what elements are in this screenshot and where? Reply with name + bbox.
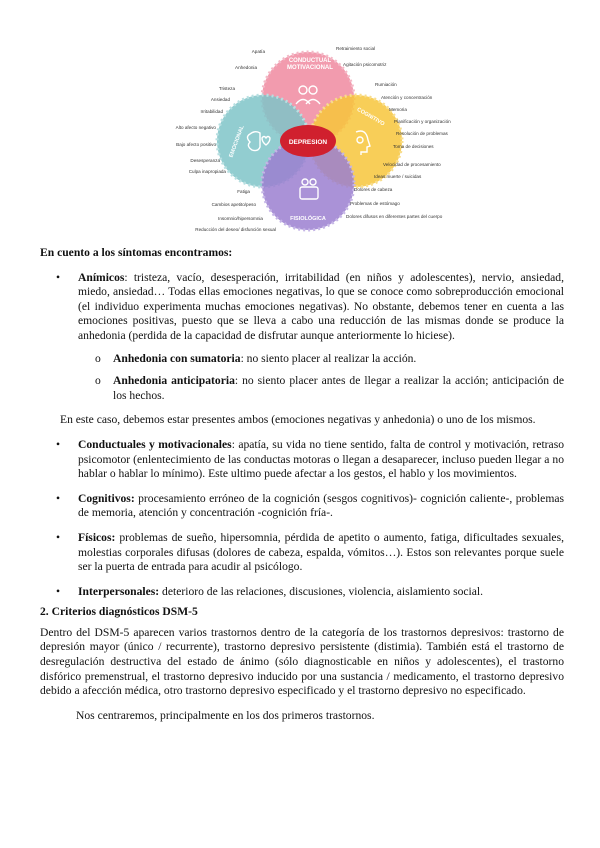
label-cambios-apetito: Cambios apetito/peso (211, 202, 256, 207)
sub-bullet-symbol: o (95, 351, 101, 365)
label-apatia: Apatía (251, 49, 265, 54)
between-paragraph: En este caso, debemos estar presentes ambos (emociones negativas y anhedonia) o uno de los mismos. (60, 413, 536, 427)
label-velocidad: Velocidad de procesamiento (383, 162, 441, 167)
bullet-animicos-text: : tristeza, vacío, desesperación, irritabilidad (en niños y adolescentes), nervio, ansiedad, miedo, ansiedad… Todas ellas emociones negativas, lo que se conoce como sobreproducción emocional (el individuo experimenta muchas emociones negativas). No obstante, debemos tener en cuenta a las emociones positivas, puesto que se lleva a cabo una reducción de las mismas donde se produce la anhedonia (perdida de la capacidad de disfrutar aunque anteriormente lo hiciese). (78, 270, 564, 342)
section-heading: En cuento a los síntomas encontramos: (40, 246, 233, 259)
sub-bullet-anhedonia-consumatoria (40, 352, 564, 367)
label-rumiacion: Rumiación (375, 82, 397, 87)
label-tristeza: Tristeza (218, 86, 235, 91)
sub-bullet-symbol: o (95, 374, 101, 388)
bullet-cognitivos-title: Cognitivos: (78, 491, 135, 505)
bullet-symbol: • (56, 437, 61, 451)
label-fatiga: Fatiga (237, 189, 250, 194)
label-ideas-muerte: Ideas muerte / suicidas (374, 174, 422, 179)
emocional-title: EMOCIONAL (228, 124, 246, 159)
label-estomago: Problemas de estómago (350, 201, 400, 206)
label-anhedonia: Anhedonia (235, 65, 257, 70)
bullet-conductuales-title: Conductuales y motivacionales (78, 437, 232, 451)
depression-symptom-diagram (160, 38, 500, 248)
fisiologico-title: FISIOLÓGICA (290, 216, 326, 222)
section2-paragraph-2: Nos centraremos, principalmente en los dos primeros trastornos. (76, 708, 375, 722)
bullet-fisicos-text: problemas de sueño, hipersomnia, pérdida de apetito o aumento, fatiga, dificultades sexuales, molestias corporales difusas (dolores de cabeza, espalda, vómitos…). Estos son relevantes porque suele ser la puerta de entrada para acudir al psicólogo. (78, 530, 564, 574)
cognitivo-title: COGNITIVO (355, 106, 386, 128)
label-alto-afecto: Alto afecto negativo (175, 125, 216, 130)
bullet-interpersonales-text: deterioro de las relaciones, discusiones, violencia, aislamiento social. (159, 584, 484, 598)
bullet-cognitivos (40, 492, 564, 521)
bullet-interpersonales-title: Interpersonales: (78, 584, 160, 598)
label-resolucion: Resolución de problemas (396, 131, 448, 136)
bullet-interpersonales (40, 585, 564, 600)
section2-heading: 2. Criterios diagnósticos DSM-5 (40, 605, 198, 619)
bullet-fisicos-title: Físicos: (78, 530, 116, 544)
label-atencion: Atención y concentración (381, 95, 433, 100)
bullet-symbol: • (56, 530, 61, 544)
label-culpa: Culpa inapropiada (188, 169, 226, 174)
sub2-title: Anhedonia anticipatoria (113, 374, 235, 388)
label-deseo-sexual: Reducción del deseo/ disfunción sexual (195, 227, 276, 232)
label-agitacion: Agitación psicomotriz (343, 62, 387, 67)
label-dolores-difusos: Dolores difusos en diferentes partes del cuerpo (346, 214, 443, 219)
section2-paragraph-1: Dentro del DSM-5 aparecen varios trastornos dentro de la categoría de los trastornos depresivos: trastorno de depresión mayor (único / recurrente), trastorno depresivo persistente (distimia). También está el trastorno de desregulación destructiva del estado de ánimo (sólo diagnosticable en niños y adolescentes), el trastorno disfórico premenstrual, el trastorno depresivo inducido por una sustancia / medicamento, el trastorno depresivo debido a afección médica, otro trastorno depresivo especificado y el trastorno depresivo no especificado. (40, 625, 564, 698)
label-desesperanza: Desesperanza (190, 158, 220, 163)
bullet-symbol: • (56, 270, 61, 284)
sub1-title: Anhedonia con sumatoria (113, 351, 241, 365)
bullet-symbol: • (56, 584, 61, 598)
label-bajo-afecto: Bajo afecto positivo (176, 142, 216, 147)
sub2-text: : no siento placer antes de llegar a realizar la acción; anticipación de los hechos. (113, 374, 564, 402)
label-irritabilidad: Irritabilidad (200, 109, 223, 114)
label-planificacion: Planificación y organización (394, 119, 451, 124)
conductual-title-2: MOTIVACIONAL (287, 65, 333, 71)
label-retraimiento: Retraimiento social (336, 46, 376, 51)
label-ansiedad: Ansiedad (210, 97, 230, 102)
diagram-svg (160, 38, 500, 248)
label-toma-decisiones: Toma de decisiones (393, 144, 434, 149)
document-body (40, 246, 564, 723)
label-memoria: Memoria (389, 107, 407, 112)
bullet-conductuales (40, 438, 564, 482)
label-insomnio: Insomnio/hipersomnia (218, 216, 263, 221)
sub-bullet-anhedonia-anticipatoria (40, 374, 564, 403)
sub1-text: : no siento placer al realizar la acción. (240, 351, 417, 365)
bullet-symbol: • (56, 491, 61, 505)
bullet-animicos (40, 271, 564, 344)
bullet-fisicos (40, 531, 564, 575)
conductual-title-1: CONDUCTUAL (288, 58, 332, 64)
bullet-cognitivos-text: procesamiento erróneo de la cognición (sesgos cognitivos)- cognición caliente-, problemas de memoria, atención y concentración -cognición fría-. (78, 491, 564, 520)
bullet-conductuales-text: : apatía, su vida no tiene sentido, falta de control y motivación, retraso psicomotor (enlentecimiento de las conductas motoras o llegan a desaparecer, incluso pueden llegar a no hablar o hablar lo mínimo). Este ultimo puede afectar a los gestos, el hablo y los movimientos. (78, 437, 564, 481)
bullet-animicos-title: Anímicos (78, 270, 125, 284)
label-dolores-cabeza: Dolores de cabeza (354, 187, 393, 192)
center-label: DEPRESION (288, 139, 328, 146)
